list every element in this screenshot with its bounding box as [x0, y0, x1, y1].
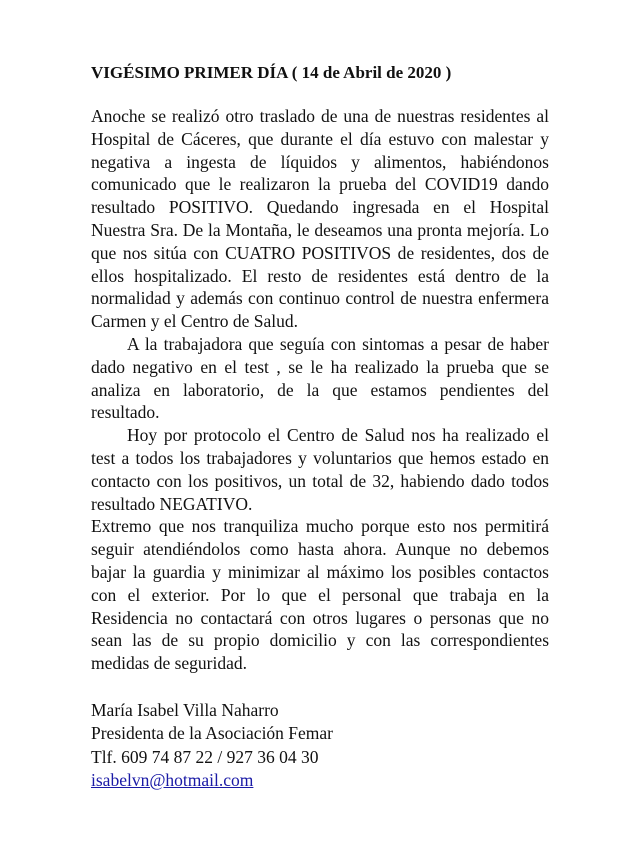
paragraph-precautions: Extremo que nos tranquiliza mucho porque esto nos permitirá seguir atendiéndolos como hasta ahora. Aunque no debemos bajar la guardia y minimizar al máximo los posibles contactos con el exterior. Por lo que el personal que trabaja en la Residencia no contactará con otros lugares o personas que no sean las de su propio domicilio y con las correspondientes medidas de seguridad.: [91, 516, 549, 674]
signature-name: María Isabel Villa Naharro: [91, 699, 279, 720]
signature-block: [91, 699, 549, 792]
signature-phone: Tlf. 609 74 87 22 / 927 36 04 30: [91, 746, 319, 767]
paragraph-worker-test: A la trabajadora que seguía con sintomas a pesar de haber dado negativo en el test , se le ha realizado la prueba que se analiza en laboratorio, de la que estamos pendientes del resultado.: [91, 333, 549, 423]
document-title: VIGÉSIMO PRIMER DÍA ( 14 de Abril de 2020 ): [91, 63, 452, 82]
signature-role: Presidenta de la Asociación Femar: [91, 723, 334, 744]
document-page: [91, 62, 549, 792]
signature-email-link[interactable]: isabelvn@hotmail.com: [91, 769, 254, 790]
paragraph-staff-tests: Hoy por protocolo el Centro de Salud nos ha realizado el test a todos los trabajadores y voluntarios que hemos estado en contacto con los positivos, un total de 32, habiendo dado todos resultado NEGATIVO.: [91, 425, 549, 514]
paragraph-transfer: Anoche se realizó otro traslado de una de nuestras residentes al Hospital de Cáceres, que durante el día estuvo con malestar y negativa a ingesta de líquidos y alimentos, habiéndonos comunicado que le realizaron la prueba del COVID19 dando resultado POSITIVO. Quedando ingresada en el Hospital Nuestra Sra. De la Montaña, le deseamos una pronta mejoría. Lo que nos sitúa con CUATRO POSITIVOS de residentes, dos de ellos hospitalizado. El resto de residentes está dentro de la normalidad y además con continuo control de nuestra enfermera Carmen y el Centro de Salud.: [91, 106, 549, 332]
